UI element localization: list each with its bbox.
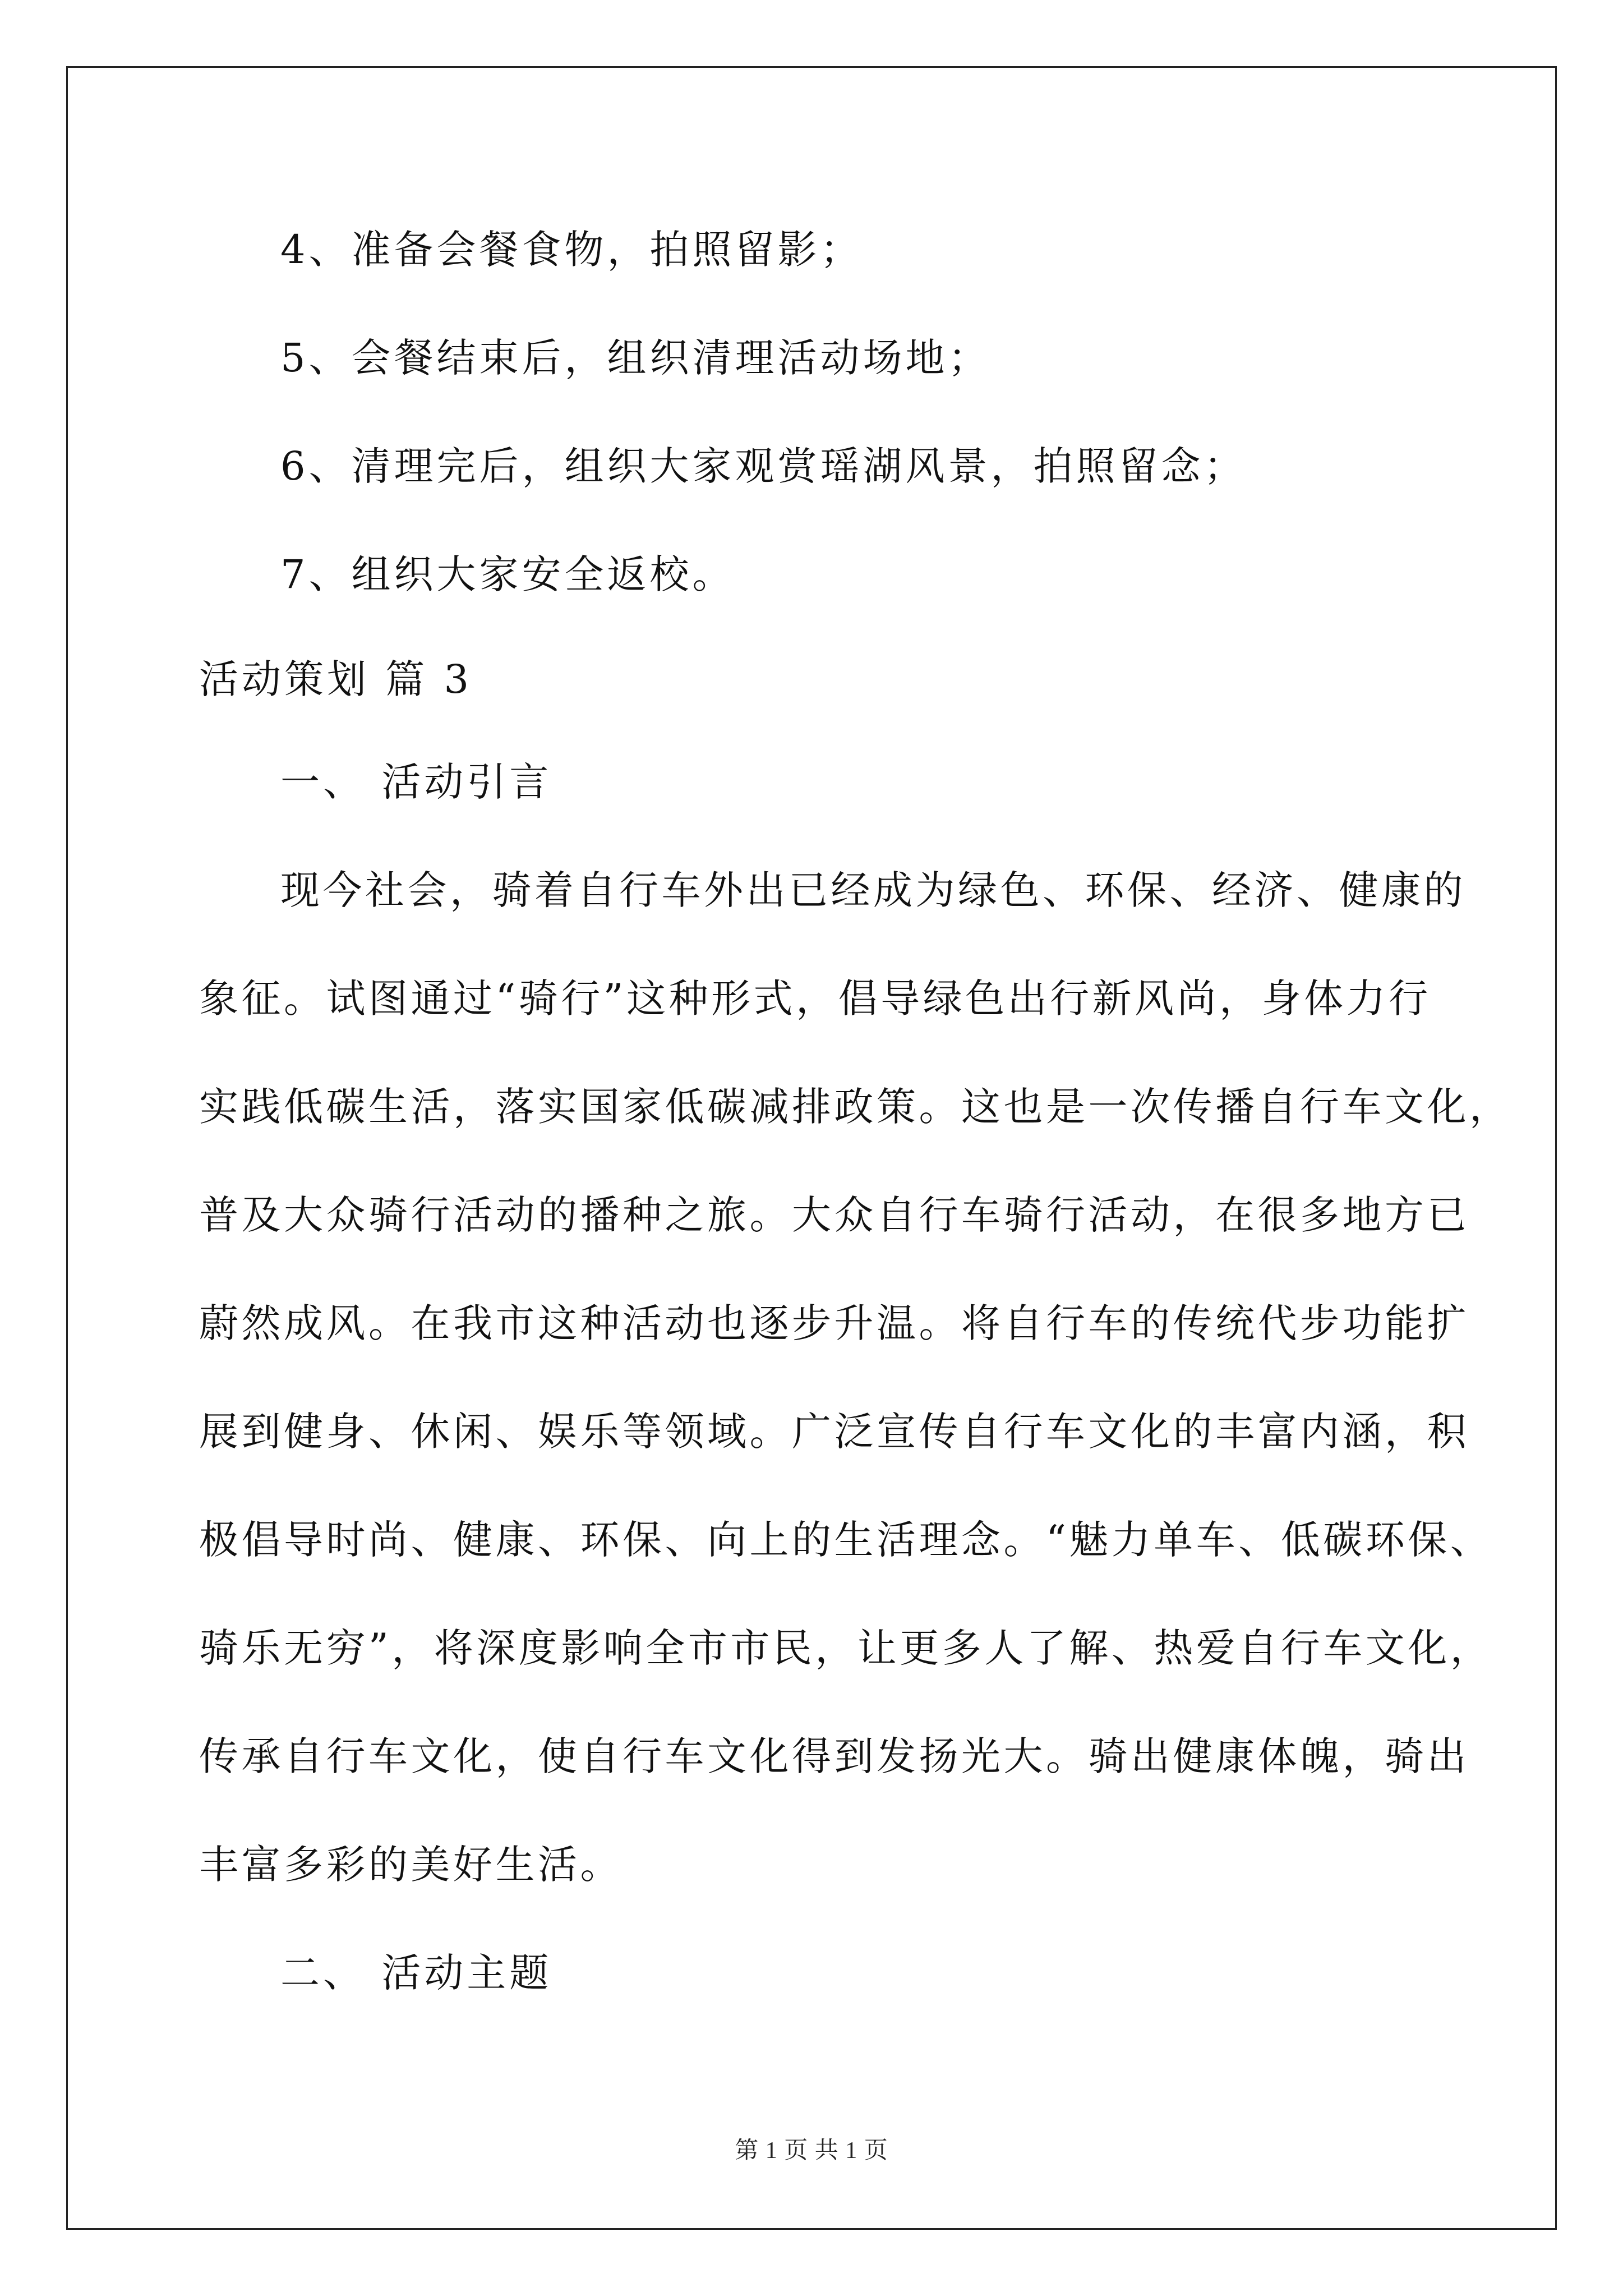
paragraph-line: 展到健身、休闲、娱乐等领域。广泛宣传自行车文化的丰富内涵，积 [199,1409,1469,1455]
paragraph-line: 现今社会，骑着自行车外出已经成为绿色、环保、经济、健康的 [280,867,1466,913]
page-border [66,66,1557,2230]
paragraph-line: 骑乐无穷”，将深度影响全市市民，让更多人了解、热爱自行车文化， [199,1625,1493,1671]
paragraph-line: 实践低碳生活，落实国家低碳减排政策。这也是一次传播自行车文化， [199,1084,1512,1130]
section-title: 活动策划 篇 3 [199,656,473,702]
list-item-5: 5、会餐结束后，组织清理活动场地； [280,335,991,381]
paragraph-line: 普及大众骑行活动的播种之旅。大众自行车骑行活动，在很多地方已 [199,1192,1469,1238]
page-footer: 第 1 页 共 1 页 [735,2138,888,2164]
heading-activity-theme: 二、 活动主题 [280,1950,552,1996]
paragraph-line: 传承自行车文化，使自行车文化得到发扬光大。骑出健康体魄，骑出 [199,1733,1469,1779]
paragraph-line: 象征。试图通过“骑行”这种形式，倡导绿色出行新风尚，身体力行 [199,976,1431,1022]
paragraph-line: 蔚然成风。在我市这种活动也逐步升温。将自行车的传统代步功能扩 [199,1300,1469,1346]
paragraph-line: 极倡导时尚、健康、环保、向上的生活理念。“魅力单车、低碳环保、 [199,1517,1493,1563]
list-item-7: 7、组织大家安全返校。 [280,551,735,597]
list-item-6: 6、清理完后，组织大家观赏瑶湖风景，拍照留念； [280,443,1247,489]
paragraph-line: 丰富多彩的美好生活。 [199,1842,623,1888]
list-item-4: 4、准备会餐食物，拍照留影； [280,227,863,273]
heading-activity-introduction: 一、 活动引言 [280,759,552,805]
